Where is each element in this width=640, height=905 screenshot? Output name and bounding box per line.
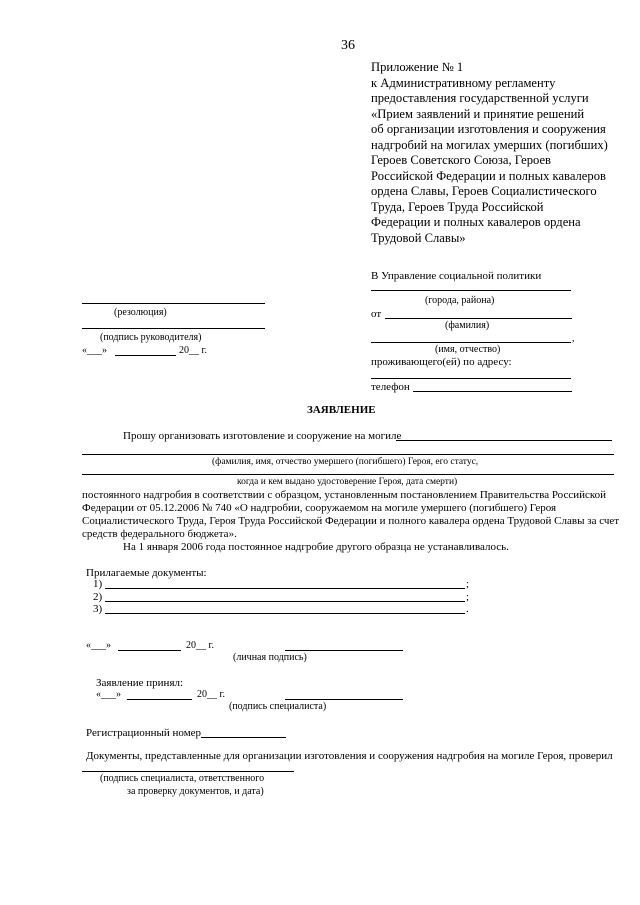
accepted-label: Заявление принял: (96, 677, 184, 689)
appendix-line: «Прием заявлений и принятие решений (371, 106, 585, 121)
paragraph-line: Социалистического Труда, Героя Труда Российской Федерации и полного кавалера ордена Трудовой Славы за счет (82, 515, 620, 527)
document-field[interactable] (105, 613, 465, 614)
appendix-line: ордена Славы, Героев Социалистического (371, 184, 597, 198)
registration-label: Регистрационный номер (86, 727, 202, 739)
verification-signature-field[interactable] (82, 771, 294, 772)
appendix-line: надгробий на могилах умерших (погибших) (371, 137, 608, 152)
from-label: от (371, 308, 382, 320)
phone-field[interactable] (413, 391, 572, 392)
grave-field[interactable] (396, 440, 612, 441)
appendix-line: Российской Федерации и полных кавалеров (371, 168, 606, 183)
deceased-field[interactable] (82, 454, 614, 455)
paragraph-line: средств федерального бюджета». (82, 528, 237, 540)
appendix-line: Трудовой Славы» (371, 230, 466, 245)
certificate-caption: когда и кем выдано удостоверение Героя, дата смерти) (237, 477, 458, 487)
resolution-date-year: 20__ г. (179, 345, 207, 356)
accepted-signature-caption: (подпись специалиста) (229, 701, 327, 712)
accepted-date-month[interactable] (127, 699, 192, 700)
appendix-line: к Административному регламенту (371, 75, 556, 90)
document-number: 3) (93, 603, 103, 615)
page-number: 36 (341, 38, 355, 53)
accepted-date-day: «___» (96, 689, 121, 700)
head-signature-field[interactable] (82, 328, 265, 329)
city-caption: (города, района) (425, 295, 495, 306)
document-number: 2) (93, 591, 103, 603)
paragraph-line: Федерации от 05.12.2006 № 740 «О надгробии, сооружаемом на могиле умершего (погибшего) Героя (82, 502, 557, 514)
phone-label: телефон (371, 381, 410, 393)
paragraph-line: постоянного надгробия в соответствии с образцом, установленным постановлением Правительства Российской (82, 489, 607, 501)
resolution-date-month[interactable] (115, 355, 176, 356)
address-field[interactable] (371, 378, 571, 379)
city-field[interactable] (371, 290, 571, 291)
applicant-signature-field[interactable] (285, 650, 403, 651)
addressee-label: В Управление социальной политики (371, 270, 542, 282)
appendix-line: предоставления государственной услуги (371, 91, 589, 105)
document-field[interactable] (105, 601, 465, 602)
name-caption: (имя, отчество) (435, 344, 501, 355)
registration-field[interactable] (201, 737, 286, 738)
document-field[interactable] (105, 588, 465, 589)
applicant-signature-caption: (личная подпись) (233, 652, 307, 663)
resolution-caption: (резолюция) (114, 307, 167, 318)
name-field[interactable] (371, 342, 571, 343)
accepted-signature-field[interactable] (285, 699, 403, 700)
appendix-line: Героев Советского Союза, Героев (371, 153, 551, 167)
document-end: . (466, 603, 469, 615)
resolution-field[interactable] (82, 303, 265, 304)
appendix-line: об организации изготовления и сооружения (371, 122, 606, 136)
note-line: На 1 января 2006 года постоянное надгробие другого образца не устанавливалось. (123, 541, 509, 553)
appendix-line: Приложение № 1 (371, 60, 464, 74)
address-label: проживающего(ей) по адресу: (371, 356, 512, 368)
surname-field[interactable] (385, 318, 572, 319)
deceased-caption: (фамилия, имя, отчество умершего (погибшего) Героя, его статус, (212, 457, 479, 467)
certificate-field[interactable] (82, 474, 614, 475)
verification-caption-line1: (подпись специалиста, ответственного (100, 773, 265, 784)
documents-label: Прилагаемые документы: (86, 567, 207, 579)
accepted-date-year: 20__ г. (197, 689, 225, 700)
head-signature-caption: (подпись руководителя) (100, 332, 202, 343)
comma-mark: , (572, 333, 575, 344)
verification-text: Документы, представленные для организации изготовления и сооружения надгробия на могиле Героя, проверил (86, 750, 613, 762)
document-number: 1) (93, 578, 103, 590)
document-end: ; (466, 578, 470, 590)
resolution-date-day: «___» (82, 345, 107, 356)
request-line: Прошу организовать изготовление и сооружение на могиле (123, 430, 402, 442)
applicant-date-day: «___» (86, 640, 111, 651)
applicant-date-year: 20__ г. (186, 640, 214, 651)
document-title: ЗАЯВЛЕНИЕ (307, 404, 376, 416)
appendix-line: Труда, Героев Труда Российской (371, 199, 544, 214)
surname-caption: (фамилия) (445, 320, 490, 331)
appendix-block (371, 60, 631, 246)
verification-caption-line2: за проверку документов, и дата) (127, 786, 264, 797)
applicant-date-month[interactable] (118, 650, 181, 651)
document-end: ; (466, 591, 470, 603)
appendix-line: Федерации и полных кавалеров ордена (371, 215, 581, 229)
